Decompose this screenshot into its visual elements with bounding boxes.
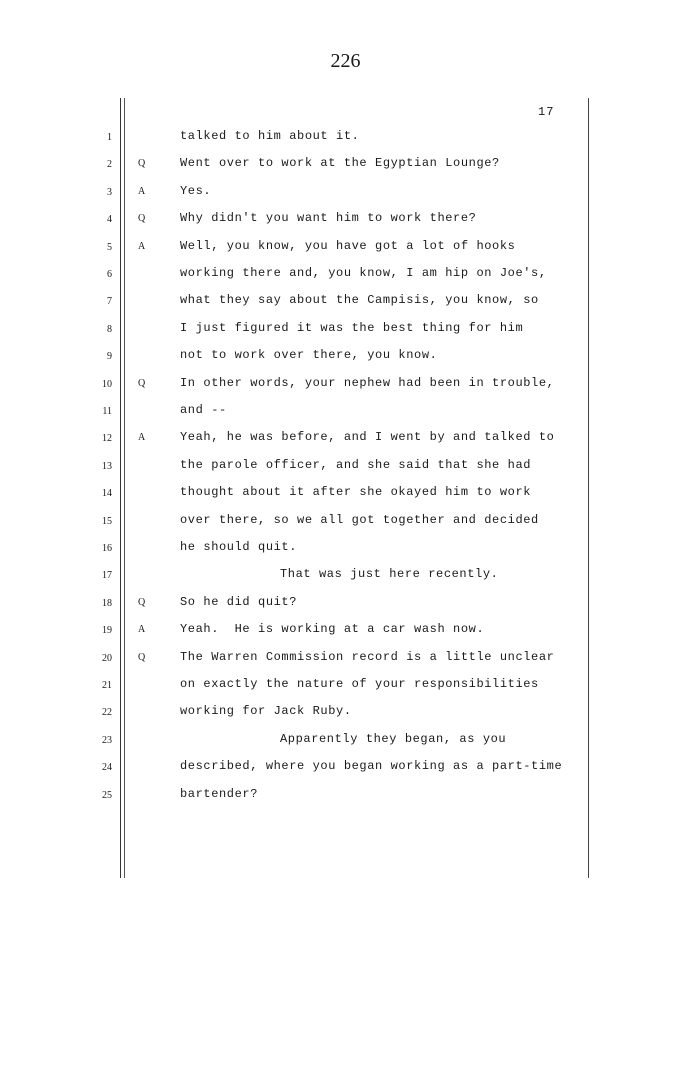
line-text: Yes. — [180, 183, 212, 198]
speaker-label: A — [138, 240, 146, 252]
transcript-line — [102, 400, 590, 420]
transcript-line — [107, 345, 590, 365]
line-text: working for Jack Ruby. — [180, 704, 352, 719]
transcript-line — [107, 153, 590, 173]
line-number: 4 — [107, 214, 112, 226]
line-text: The Warren Commission record is a little unclear — [180, 649, 555, 664]
line-number: 14 — [102, 488, 112, 500]
line-text: over there, so we all got together and decided — [180, 512, 539, 527]
transcript-line — [102, 729, 590, 749]
line-number: 16 — [102, 543, 112, 554]
page-number: 226 — [330, 50, 361, 72]
transcript-line — [107, 126, 590, 146]
speaker-label: Q — [138, 651, 146, 663]
speaker-label: Q — [138, 158, 146, 170]
transcript-line — [107, 181, 590, 201]
transcript-line — [102, 427, 590, 447]
transcript-line — [102, 455, 590, 475]
line-number: 13 — [102, 460, 112, 472]
line-text: not to work over there, you know. — [180, 348, 438, 363]
transcript-line — [102, 564, 590, 584]
line-text: Yeah, he was before, and I went by and talked to — [180, 430, 555, 445]
line-text: and -- — [180, 403, 227, 417]
line-text: thought about it after she okayed him to work — [180, 485, 532, 500]
transcript-line — [102, 701, 590, 721]
line-number: 17 — [102, 570, 112, 582]
line-number: 20 — [102, 652, 112, 664]
line-text: talked to him about it. — [180, 129, 360, 143]
line-text: I just figured it was the best thing for him — [180, 320, 524, 335]
line-number: 2 — [107, 159, 112, 171]
transcript-line — [102, 482, 590, 502]
transcript-line — [102, 674, 590, 694]
speaker-label: A — [138, 185, 146, 197]
transcript-line — [102, 373, 590, 393]
line-text: described, where you began working as a part-time — [180, 759, 563, 774]
line-text: That was just here recently. — [280, 567, 499, 582]
line-text: bartender? — [180, 786, 259, 801]
transcript-line — [107, 236, 590, 256]
speaker-label: A — [138, 432, 146, 444]
line-number: 1 — [107, 132, 112, 143]
transcript-line — [102, 592, 590, 612]
line-text: Well, you know, you have got a lot of hooks — [180, 238, 516, 253]
line-number: 10 — [102, 378, 112, 390]
transcript-line — [102, 756, 590, 776]
line-text: working there and, you know, I am hip on Joe's, — [180, 266, 547, 280]
line-number: 18 — [102, 597, 112, 609]
line-text: Went over to work at the Egyptian Lounge? — [180, 156, 500, 171]
transcript-line — [107, 318, 590, 338]
line-number: 15 — [102, 515, 112, 527]
transcript-line — [102, 784, 590, 804]
speaker-label: Q — [138, 596, 146, 608]
line-text: Why didn't you want him to work there? — [180, 211, 477, 226]
line-number: 22 — [102, 707, 112, 719]
speaker-label: Q — [138, 377, 146, 389]
line-text: Yeah. He is working at a car wash now. — [180, 622, 485, 637]
line-number: 8 — [107, 323, 112, 335]
line-text: Apparently they began, as you — [280, 731, 507, 746]
transcript-line — [102, 647, 590, 667]
line-text: on exactly the nature of your responsibilities — [180, 677, 539, 691]
line-text: So he did quit? — [180, 594, 298, 609]
line-number: 21 — [102, 680, 112, 691]
transcript-line — [107, 290, 590, 310]
line-number: 25 — [102, 789, 112, 801]
line-text: what they say about the Campisis, you know, so — [180, 293, 539, 308]
line-number: 9 — [107, 351, 112, 363]
transcript-page — [102, 98, 590, 878]
transcript-line — [102, 619, 590, 639]
transcript-line — [102, 537, 590, 557]
line-text: he should quit. — [180, 540, 298, 554]
line-text: the parole officer, and she said that she had — [180, 457, 532, 472]
line-number: 12 — [102, 433, 112, 445]
line-number: 24 — [102, 762, 112, 774]
transcript-line — [107, 208, 590, 228]
line-number: 3 — [107, 186, 112, 198]
line-number: 19 — [102, 625, 112, 637]
line-number: 5 — [107, 241, 112, 253]
speaker-label: Q — [138, 213, 146, 225]
line-number: 11 — [102, 406, 112, 417]
line-text: In other words, your nephew had been in trouble, — [180, 375, 555, 390]
transcript-line — [102, 510, 590, 530]
line-number: 6 — [107, 269, 112, 280]
line-number: 7 — [107, 296, 112, 308]
transcript-line — [107, 263, 590, 283]
line-number: 23 — [102, 734, 112, 746]
speaker-label: A — [138, 624, 146, 636]
sheet-number: 17 — [538, 105, 555, 119]
